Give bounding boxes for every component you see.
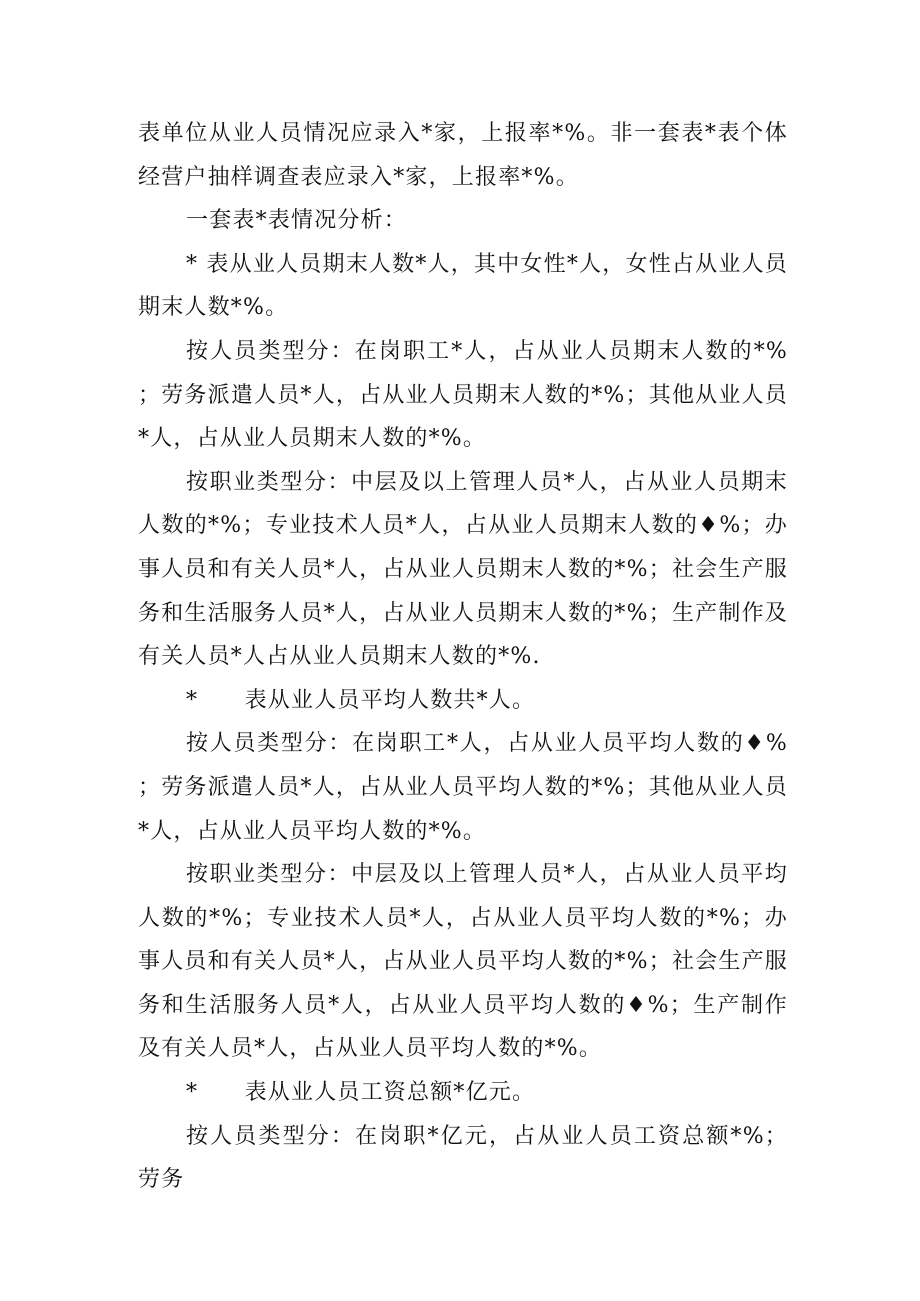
paragraph-period-end-by-staff-type: 按人员类型分：在岗职工*人，占从业人员期末人数的*%；劳务派遣人员*人，占从业人员期末人数的*%；其他从业人员*人，占从业人员期末人数的*%。 xyxy=(138,338,788,452)
paragraph-period-end-headcount: * 表从业人员期末人数*人，其中女性*人，女性占从业人员期末人数*%。 xyxy=(138,251,788,321)
paragraph-total-wages: * 表从业人员工资总额*亿元。 xyxy=(186,1080,536,1106)
paragraph-period-end-by-occupation: 按职业类型分：中层及以上管理人员*人，占从业人员期末人数的*%；专业技术人员*人，占从业人员期末人数的♦%；办事人员和有关人员*人，占从业人员期末人数的*%；社会生产服务和生活服务人员*人，占从业人员期末人数的*%；生产制作及有关人员*人占从业人员期末人数的*%. xyxy=(138,469,788,670)
paragraph-wages-by-staff-type: 按人员类型分：在岗职*亿元，占从业人员工资总额*%；劳务 xyxy=(138,1123,788,1193)
paragraph-average-by-occupation: 按职业类型分：中层及以上管理人员*人，占从业人员平均人数的*%；专业技术人员*人，占从业人员平均人数的*%；办事人员和有关人员*人，占从业人员平均人数的*%；社会生产服务和生活服务人员*人，占从业人员平均人数的♦%；生产制作及有关人员*人，占从业人员平均人数的*%。 xyxy=(138,862,788,1062)
paragraph-average-by-staff-type: 按人员类型分：在岗职工*人，占从业人员平均人数的♦%；劳务派遣人员*人，占从业人员平均人数的*%；其他从业人员*人，占从业人员平均人数的*%。 xyxy=(138,731,788,844)
paragraph-reporting-summary: 表单位从业人员情况应录入*家，上报率*%。非一套表*表个体经营户抽样调查表应录入*家，上报率*%。 xyxy=(138,121,788,190)
paragraph-analysis-heading: 一套表*表情况分析： xyxy=(186,208,408,234)
document-page xyxy=(138,112,788,1202)
paragraph-average-headcount: * 表从业人员平均人数共*人。 xyxy=(186,687,536,713)
